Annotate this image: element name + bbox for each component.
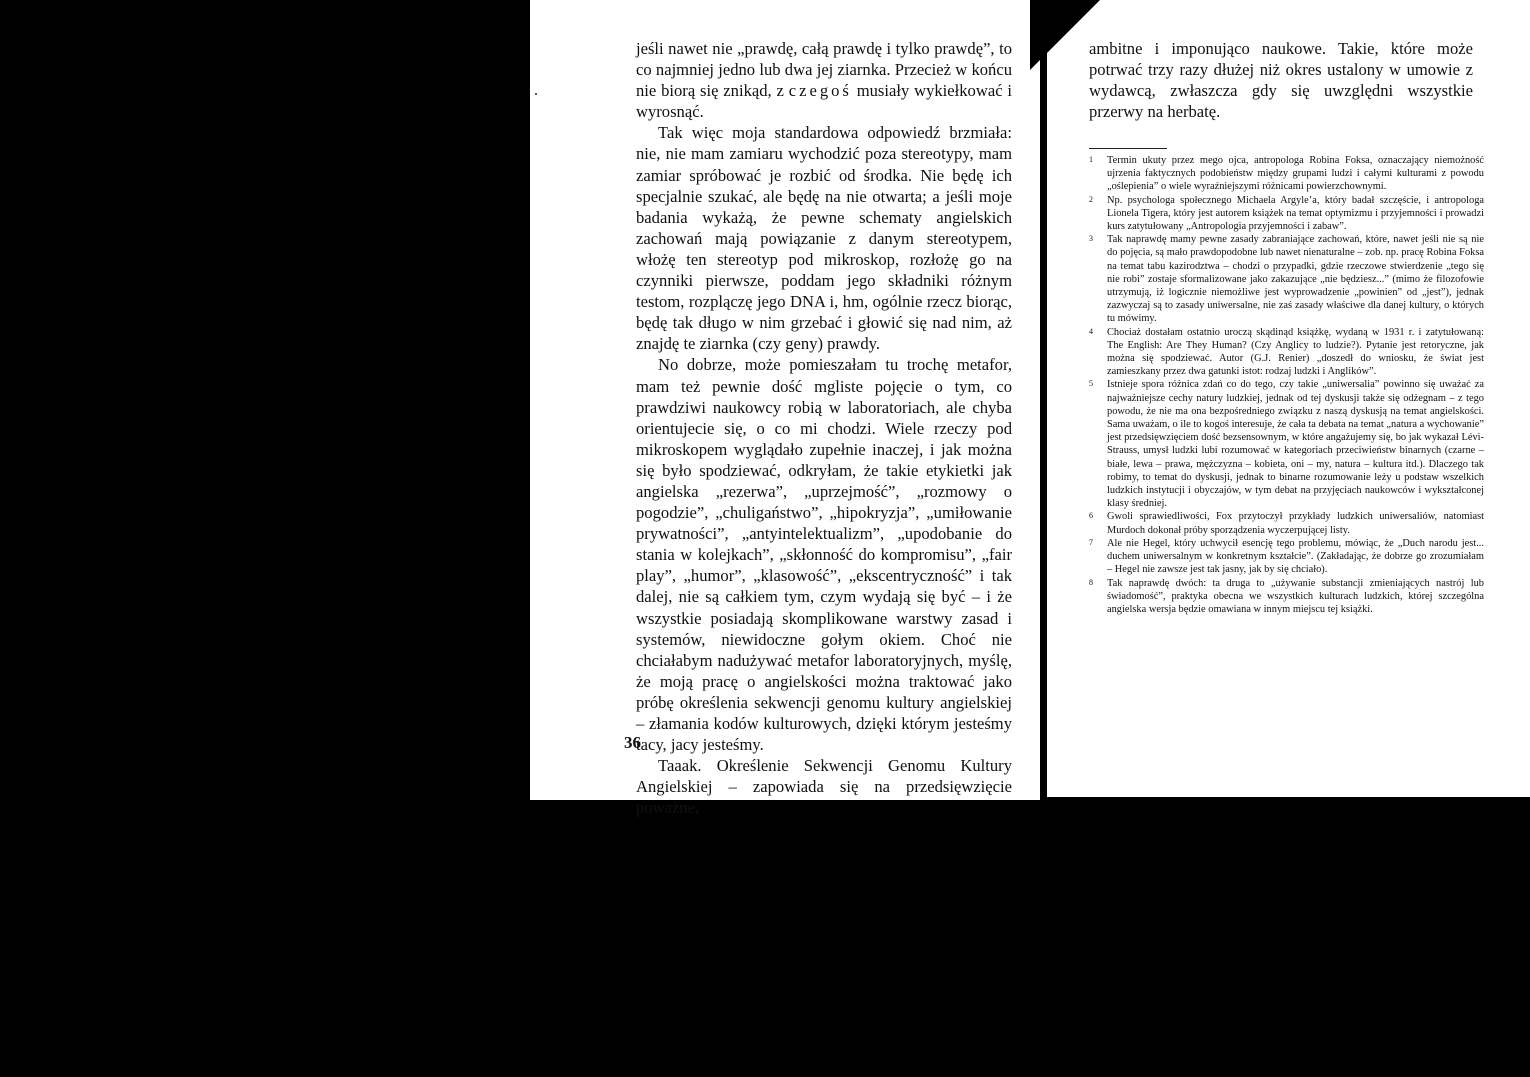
footnote-1 — [1089, 154, 1484, 194]
paragraph-2: Tak więc moja standardowa odpowiedź brzmiała: nie, nie mam zamiaru wychodzić poza stereotypy, mam zamiar spróbować je rozbić od środka. Nie będę ich specjalnie szukać, ale będę na nie otwarta; a jeśli moje badania wykażą, że pewne schematy angielskich zachowań mają powiązanie z danym stereotypem, włożę ten stereotyp pod mikroskop, rozłożę go na czynniki pierwsze, poddam jego składniki różnym testom, rozplączę jego DNA i, hm, ogólnie rzecz biorąc, będę tak długo w nim grzebać i głowić się nad nim, aż znajdę te ziarnka (czy geny) prawdy. — [636, 123, 1012, 354]
footnote-text: Np. psychologa społecznego Michaela Argyle’a, który badał szczęście, i antropologa Lionela Tigera, który jest autorem książek na temat optymizmu i przyjemności i prowadzi kurs zatytułowany „Antropologia przyjemności i zabaw”. — [1107, 194, 1484, 233]
footnote-text: Ale nie Hegel, który uchwycił esencję tego problemu, mówiąc, że „Duch narodu jest... duchem uniwersalnym w konkretnym kształcie”. (Zakładając, że dobrze go zrozumiałam – Hegel nie zawsze jest tak jasny, jak by się chciało). — [1107, 537, 1484, 576]
footnote-number: 1 — [1089, 155, 1093, 164]
footnote-number: 5 — [1089, 379, 1093, 389]
scan-speck — [535, 93, 537, 95]
footnote-number: 4 — [1089, 326, 1093, 336]
footnote-text: Tak naprawdę dwóch: ta druga to „używanie substancji zmieniających nastrój lub świadomość”, praktyka obecna we wszystkich kulturach ludzkich, której szczególna angielska wersja będzie omawiana w innym miejscu tej książki. — [1107, 577, 1484, 615]
left-body-text — [636, 38, 1012, 818]
footnote-text: Gwoli sprawiedliwości, Fox przytoczył przykłady ludzkich uniwersaliów, natomiast Murdoch dokonał próby sporządzenia wyczerpującej listy. — [1107, 511, 1484, 536]
footnote-text: Termin ukuty przez mego ojca, antropologa Robina Foksa, oznaczający niemożność ujrzenia faktycznych podobieństw między grupami ludzi i całymi kulturami z powodu „oślepienia” o wiele wyraźniejszymi różnicami powierzchownymi. — [1107, 155, 1484, 193]
footnote-7 — [1089, 537, 1484, 577]
footnote-3 — [1089, 233, 1484, 325]
footnote-number: 2 — [1089, 194, 1093, 204]
paragraph-1-tail: musiały wykiełkować i wyrosnąć. — [636, 81, 1013, 122]
right-body-text: ambitne i imponująco naukowe. Takie, które może potrwać trzy razy dłużej niż okres ustalony w umowie z wydawcą, zwłaszcza gdy się uwzględni wszystkie przerwy na herbatę. — [1089, 39, 1473, 122]
paragraph-1 — [636, 38, 1012, 122]
footnote-number: 3 — [1089, 234, 1093, 244]
footnote-number: 8 — [1089, 577, 1093, 587]
page-number: 36 — [624, 733, 641, 752]
footnote-4 — [1089, 326, 1484, 379]
footnote-text: Chociaż dostałam ostatnio uroczą skądinąd książkę, wydaną w 1931 r. i zatytułowaną: The English: Are They Human? (Czy Anglicy to ludzie?). Pytanie jest retoryczne, jak można się spodziewać. Autor (G.J. Renier) „doszedł do wniosku, że świat jest zamieszkany przez dwa gatunki istot: rodzaj ludzki i Anglików”. — [1107, 326, 1484, 378]
left-page — [530, 0, 1040, 818]
paragraph-3: No dobrze, może pomieszałam tu trochę metafor, mam też pewnie dość mgliste pojęcie o tym, co prawdziwi naukowcy robią w laboratoriach, ale chyba orientujecie się, o co mi chodzi. Wiele rzeczy pod mikroskopem wyglądało zupełnie inaczej, i jak można się było spodziewać, odkryłam, że takie etykietki jak angielska „rezerwa”, „uprzejmość”, „rozmowy o pogodzie”, „chuligaństwo”, „hipokryzja”, „umiłowanie prywatności”, „antyintelektualizm”, „upodobanie do stania w kolejkach”, „skłonność do kompromisu”, „fair play”, „humor”, „klasowość”, „ekscentryczność” i tak dalej, nie są całkiem tym, czym wydają się być – i że wszystkie posiadają skomplikowane warstwy zasad i systemów, niewidoczne gołym okiem. Choć nie chciałabym nadużywać metafor laboratoryjnych, myślę, że moją pracę o angielskości można traktować jako próbę określenia sekwencji genomu kultury angielskiej – złamania kodów kulturowych, dzięki którym jesteśmy tacy, jacy jesteśmy. — [636, 355, 1012, 755]
footnote-5 — [1089, 378, 1484, 510]
footnote-rule — [1089, 148, 1167, 149]
footnotes — [1089, 154, 1484, 616]
footnote-8 — [1089, 577, 1484, 617]
footnote-6 — [1089, 510, 1484, 536]
footnote-number: 6 — [1089, 511, 1093, 521]
paragraph-4: Taaak. Określenie Sekwencji Genomu Kultury Angielskiej – zapowiada się na przedsięwzięcie poważne, — [636, 756, 1012, 818]
footnote-2 — [1089, 194, 1484, 234]
emphasized-word: czegoś — [788, 81, 852, 101]
footnote-text: Istnieje spora różnica zdań co do tego, czy takie „uniwersalia” powinno się uważać za najważniejsze cechy natury ludzkiej, jednak od tej dyskusji także się odżegnam – z tego powodu, że nie ma ona bezpośredniego związku z naszą dyskusją na temat angielskości. Sama uważam, o ile to kogoś interesuje, że cała ta debata na temat „natura a wychowanie” jest przedsięwzięciem dość bezsensownym, w które angażujemy się, bo jak wykazał Lévi-Strauss, umysł ludzki lubi rozumować w kategoriach przeciwieństw binarnych (czarne – białe, lewa – prawa, mężczyzna – kobieta, oni – my, natura – kultura itd.). Dlaczego tak robimy, to temat do dyskusji, jednak to binarne rozumowanie leży u podstaw wszelkich ludzkich instytucji i obyczajów, w tym debat na przyjęciach naukowców i wykształconej klasy średniej. — [1107, 379, 1484, 510]
footnote-text: Tak naprawdę mamy pewne zasady zabraniające zachowań, które, nawet jeśli nie są nie do pojęcia, są mało prawdopodobne lub nawet nienaturalne – zob. np. pracę Robina Foksa na temat tabu kazirodztwa – chodzi o przypadki, gdzie rzeczowe stwierdzenie „tego się nie robi” zostaje sformalizowane jako zakazujące „nie będziesz...” (mimo że filozofowie utrzymują, iż logicznie niemożliwe jest wyprowadzenie „powinien” od „jest”), jednak zazwyczaj są to zasady uniwersalne, nie zaś zasady właściwe dla danej kultury, o których tu mówimy. — [1107, 234, 1484, 325]
right-page — [1047, 0, 1530, 797]
paragraph-1-text: jeśli nawet nie „prawdę, całą prawdę i tylko prawdę”, to co najmniej jedno lub dwa jej ziarnka. Przecież w końcu nie biorą się znikąd, z — [636, 39, 1012, 101]
footnote-number: 7 — [1089, 537, 1093, 547]
